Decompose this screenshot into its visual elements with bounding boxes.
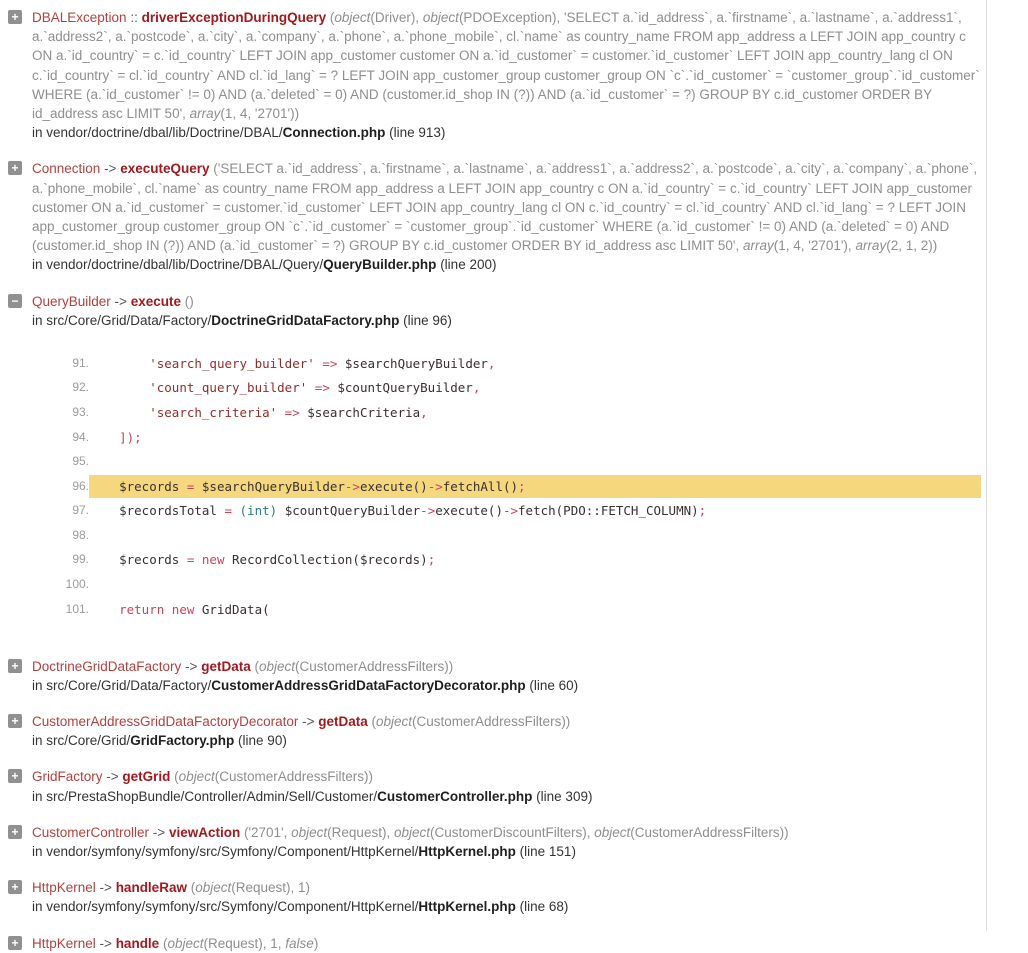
code-line-number: 91. <box>72 355 89 370</box>
trace-file-location: in vendor/doctrine/dbal/lib/Doctrine/DBAL/Connection.php (line 913) <box>32 125 446 141</box>
collapse-icon[interactable]: − <box>8 294 22 308</box>
code-line-text <box>89 534 981 538</box>
trace-header <box>32 823 984 842</box>
trace-entry <box>0 657 1028 695</box>
trace-entry <box>0 8 1028 142</box>
trace-class-name: GridFactory <box>32 769 103 785</box>
trace-text <box>32 8 984 142</box>
trace-text <box>32 878 984 916</box>
code-line-text: $records = $searchQueryBuilder->execute()->fetchAll(); <box>89 475 981 498</box>
trace-class-name: DBALException <box>32 10 127 25</box>
expand-icon[interactable]: + <box>8 10 22 24</box>
trace-text <box>32 767 984 805</box>
trace-method-name: handleRaw <box>115 880 187 896</box>
trace-arguments: (object(CustomerAddressFilters)) <box>250 658 454 674</box>
code-line <box>32 572 984 597</box>
trace-header <box>32 767 984 786</box>
code-line <box>32 376 984 401</box>
code-line <box>32 523 984 548</box>
trace-class-name: HttpKernel <box>32 880 96 896</box>
code-line-text <box>89 583 981 587</box>
trace-call-separator: -> <box>149 824 169 840</box>
code-line-number: 92. <box>72 380 89 395</box>
trace-class-name: HttpKernel <box>32 935 96 951</box>
trace-arguments: ('SELECT a.`id_address`, a.`firstname`, a.`lastname`, a.`address1`, a.`address2`, a.`postcode`, a.`city`, a.`company`, a.`phone`, a.`phone_mobile`, cl.`name` as country_name FROM app_address a LEFT JOIN app_country c ON a.`id_country` = c.`id_country` LEFT JOIN app_customer customer ON a.`id_customer` = customer.`id_customer` LEFT JOIN app_country_lang cl ON c.`id_country` = cl.`id_country` AND cl.`id_lang` = ? LEFT JOIN app_customer_group customer_group ON `c`.`id_customer` = `customer_group`.`id_customer` WHERE (a.`id_customer` != 0) AND (a.`deleted` = 0) AND (customer.id_shop IN (?)) AND (a.`id_customer` = ?) GROUP BY c.id_customer ORDER BY id_address asc LIMIT 50', array(1, 4, '2701'), array(2, 1, 2)) <box>32 161 978 254</box>
trace-class-name: CustomerAddressGridDataFactoryDecorator <box>32 713 299 729</box>
code-line-number: 94. <box>72 429 89 444</box>
code-line-number: 101. <box>65 601 89 616</box>
trace-arguments: () <box>180 293 194 309</box>
trace-file-name: DoctrineGridDataFactory.php <box>211 312 400 328</box>
trace-arguments: (object(CustomerAddressFilters)) <box>170 769 373 785</box>
trace-class-name: QueryBuilder <box>32 293 111 309</box>
trace-file-location: in vendor/symfony/symfony/src/Symfony/Component/HttpKernel/HttpKernel.php (line 68) <box>32 899 569 915</box>
trace-method-name: handle <box>115 935 160 951</box>
code-line-number: 98. <box>72 527 89 542</box>
code-line-text: 'count_query_builder' => $countQueryBuilder, <box>149 380 481 396</box>
code-line-number: 97. <box>72 503 89 518</box>
trace-file-location: in vendor/doctrine/dbal/lib/Doctrine/DBAL/Query/QueryBuilder.php (line 200) <box>32 257 497 273</box>
code-line <box>32 548 984 573</box>
scrollbar-track[interactable] <box>986 0 987 931</box>
trace-entry <box>0 934 1028 953</box>
trace-file-location: in src/PrestaShopBundle/Controller/Admin/Sell/Customer/CustomerController.php (line 309) <box>32 788 593 804</box>
trace-call-separator: :: <box>126 10 142 25</box>
trace-arguments: ('2701', object(Request), object(CustomerDiscountFilters), object(CustomerAddressFilters)) <box>240 824 789 840</box>
trace-arguments: (object(CustomerAddressFilters)) <box>367 713 571 729</box>
code-line-number: 95. <box>72 454 89 469</box>
trace-entry <box>0 767 1028 805</box>
code-line-number: 99. <box>72 552 89 567</box>
code-line-number: 93. <box>72 404 89 419</box>
code-line-text: return new GridData( <box>119 601 270 617</box>
trace-entry <box>0 159 1028 274</box>
code-line-text: $recordsTotal = (int) $countQueryBuilder->execute()->fetch(PDO::FETCH_COLUMN); <box>119 503 707 519</box>
trace-file-name: CustomerAddressGridDataFactoryDecorator.php <box>211 677 526 693</box>
trace-class-name: DoctrineGridDataFactory <box>32 658 182 674</box>
trace-entry <box>0 878 1028 916</box>
trace-arguments: (object(Request), 1, false) <box>159 935 319 951</box>
trace-call-separator: -> <box>95 935 116 951</box>
trace-call-separator: -> <box>181 658 202 674</box>
trace-call-separator: -> <box>298 713 319 729</box>
code-line-text: $records = new RecordCollection($records); <box>119 552 436 568</box>
expand-icon[interactable]: + <box>8 161 22 175</box>
trace-method-name: getData <box>318 713 368 729</box>
code-line <box>32 425 984 450</box>
code-line <box>32 499 984 524</box>
trace-file-name: HttpKernel.php <box>418 844 516 859</box>
trace-entry <box>0 712 1028 750</box>
trace-header <box>32 292 984 311</box>
trace-arguments: (object(Driver), object(PDOException), 'SELECT a.`id_address`, a.`firstname`, a.`lastname`, a.`address1`, a.`address2`, a.`postcode`, a.`city`, a.`company`, a.`phone`, a.`phone_mobile`, cl.`name` as country_name FROM app_address a LEFT JOIN app_country c ON a.`id_country` = c.`id_country` LEFT JOIN app_customer customer ON a.`id_customer` = customer.`id_customer` LEFT JOIN app_country_lang cl ON c.`id_country` = cl.`id_country` AND cl.`id_lang` = ? LEFT JOIN app_customer_group customer_group ON `c`.`id_customer` = `customer_group`.`id_customer` WHERE (a.`id_customer` != 0) AND (a.`deleted` = 0) AND (customer.id_shop IN (?)) AND (a.`id_customer` = ?) GROUP BY c.id_customer ORDER BY id_address asc LIMIT 50', array(1, 4, '2701')) <box>32 10 980 122</box>
trace-text <box>32 712 984 750</box>
trace-header <box>32 159 984 255</box>
trace-class-name: Connection <box>32 161 101 177</box>
trace-text <box>32 657 984 695</box>
expand-icon[interactable]: + <box>8 659 22 673</box>
trace-entry <box>0 292 1028 622</box>
trace-method-name: executeQuery <box>120 161 210 177</box>
trace-arguments: (object(Request), 1) <box>186 880 311 896</box>
trace-file-name: HttpKernel.php <box>418 899 516 915</box>
trace-file-name: QueryBuilder.php <box>323 257 437 273</box>
trace-header <box>32 657 984 676</box>
code-line <box>32 449 984 474</box>
trace-text <box>32 934 984 953</box>
trace-header <box>32 8 984 123</box>
expand-icon[interactable]: + <box>8 825 22 839</box>
trace-method-name: getGrid <box>122 769 171 785</box>
trace-file-name: CustomerController.php <box>377 788 533 804</box>
trace-text <box>32 823 984 861</box>
trace-class-name: CustomerController <box>32 824 150 840</box>
trace-call-separator: -> <box>95 880 116 896</box>
trace-method-name: execute <box>130 293 181 309</box>
trace-file-location: in src/Core/Grid/Data/Factory/DoctrineGridDataFactory.php (line 96) <box>32 312 452 328</box>
expand-icon[interactable]: + <box>8 880 22 894</box>
trace-method-name: viewAction <box>168 824 241 840</box>
code-line-highlighted <box>32 474 984 499</box>
trace-entry <box>0 823 1028 861</box>
code-line-text: ]); <box>119 429 142 445</box>
trace-file-location: in src/Core/Grid/GridFactory.php (line 90) <box>32 733 287 749</box>
code-line <box>32 400 984 425</box>
trace-header <box>32 878 984 897</box>
code-line-text: 'search_criteria' => $searchCriteria, <box>149 404 428 420</box>
code-line-text <box>89 460 981 464</box>
trace-header <box>32 934 984 953</box>
code-line-number: 96. <box>72 478 89 493</box>
trace-call-separator: -> <box>100 161 121 177</box>
trace-file-name: Connection.php <box>282 125 386 141</box>
expand-icon[interactable]: + <box>8 936 22 950</box>
code-line <box>32 351 984 376</box>
trace-method-name: getData <box>201 658 251 674</box>
code-line-number: 100. <box>65 577 89 592</box>
expand-icon[interactable]: + <box>8 769 22 783</box>
trace-method-name: driverExceptionDuringQuery <box>141 10 327 25</box>
trace-call-separator: -> <box>102 769 123 785</box>
trace-text <box>32 292 984 622</box>
expand-icon[interactable]: + <box>8 714 22 728</box>
code-line-text: 'search_query_builder' => $searchQueryBuilder, <box>149 355 496 371</box>
trace-file-location: in src/Core/Grid/Data/Factory/CustomerAddressGridDataFactoryDecorator.php (line 60) <box>32 677 579 693</box>
trace-file-location: in vendor/symfony/symfony/src/Symfony/Component/HttpKernel/HttpKernel.php (line 151) <box>32 844 576 859</box>
code-excerpt <box>32 351 984 622</box>
trace-header <box>32 712 984 731</box>
code-line <box>32 597 984 622</box>
trace-file-name: GridFactory.php <box>130 733 235 749</box>
trace-text <box>32 159 984 274</box>
trace-call-separator: -> <box>110 293 131 309</box>
